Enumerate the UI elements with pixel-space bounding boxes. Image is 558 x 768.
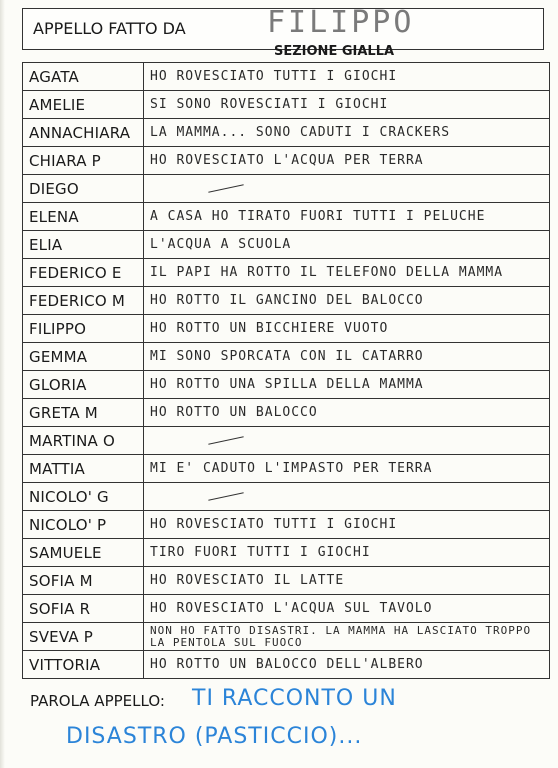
student-answer [144, 427, 550, 455]
table-row [23, 539, 550, 567]
student-name: GEMMA [23, 343, 144, 371]
table-row [23, 203, 550, 231]
table-row [23, 119, 550, 147]
table-row [23, 315, 550, 343]
absent-dash-mark [208, 184, 243, 192]
header-name: FILIPPO [267, 5, 415, 40]
student-answer: SI SONO ROVESCIATI I GIOCHI [144, 91, 550, 119]
student-answer: HO ROTTO UN BICCHIERE VUOTO [144, 315, 550, 343]
table-row [23, 175, 550, 203]
table-row [23, 483, 550, 511]
footer-label: PAROLA APPELLO: [30, 692, 165, 710]
student-answer: L'ACQUA A SCUOLA [144, 231, 550, 259]
student-answer: HO ROTTO UNA SPILLA DELLA MAMMA [144, 371, 550, 399]
table-row [23, 427, 550, 455]
student-name: AGATA [23, 63, 144, 91]
absent-dash-mark [208, 436, 243, 444]
table-row [23, 343, 550, 371]
student-name: ELIA [23, 231, 144, 259]
table-row [23, 63, 550, 91]
student-answer: NON HO FATTO DISASTRI. LA MAMMA HA LASCIATO TROPPO LA PENTOLA SUL FUOCO [144, 623, 550, 651]
student-answer: HO ROTTO UN BALOCCO DELL'ALBERO [144, 651, 550, 679]
student-answer [144, 483, 550, 511]
student-name: FILIPPO [23, 315, 144, 343]
footer-phrase-line1: TI RACCONTO UN [192, 686, 397, 711]
student-answer: HO ROVESCIATO L'ACQUA PER TERRA [144, 147, 550, 175]
student-name: FEDERICO E [23, 259, 144, 287]
student-name: ANNACHIARA [23, 119, 144, 147]
student-answer: MI E' CADUTO L'IMPASTO PER TERRA [144, 455, 550, 483]
header-label: APPELLO FATTO DA [33, 19, 186, 38]
table-row [23, 511, 550, 539]
student-name: NICOLO' P [23, 511, 144, 539]
table-row [23, 147, 550, 175]
table-row [23, 595, 550, 623]
table-row [23, 567, 550, 595]
table-row [23, 455, 550, 483]
student-name: NICOLO' G [23, 483, 144, 511]
student-name: ELENA [23, 203, 144, 231]
student-name: SOFIA M [23, 567, 144, 595]
student-answer: HO ROTTO UN BALOCCO [144, 399, 550, 427]
student-name: SOFIA R [23, 595, 144, 623]
absent-dash-mark [208, 492, 243, 500]
student-name: FEDERICO M [23, 287, 144, 315]
table-row [23, 623, 550, 651]
student-answer: MI SONO SPORCATA CON IL CATARRO [144, 343, 550, 371]
section-title: SEZIONE GIALLA [274, 44, 395, 59]
student-name: SAMUELE [23, 539, 144, 567]
student-answer: HO ROTTO IL GANCINO DEL BALOCCO [144, 287, 550, 315]
student-answer: LA MAMMA... SONO CADUTI I CRACKERS [144, 119, 550, 147]
page-edge-shadow [0, 0, 5, 768]
table-row [23, 651, 550, 679]
table-row [23, 91, 550, 119]
student-answer: TIRO FUORI TUTTI I GIOCHI [144, 539, 550, 567]
student-answer: IL PAPI HA ROTTO IL TELEFONO DELLA MAMMA [144, 259, 550, 287]
table-row [23, 259, 550, 287]
student-name: SVEVA P [23, 623, 144, 651]
roll-call-body [23, 63, 550, 679]
student-name: DIEGO [23, 175, 144, 203]
footer-phrase-line2: DISASTRO (PASTICCIO)... [66, 724, 363, 749]
student-answer: A CASA HO TIRATO FUORI TUTTI I PELUCHE [144, 203, 550, 231]
student-answer: HO ROVESCIATO L'ACQUA SUL TAVOLO [144, 595, 550, 623]
table-row [23, 371, 550, 399]
student-name: CHIARA P [23, 147, 144, 175]
student-name: VITTORIA [23, 651, 144, 679]
table-row [23, 287, 550, 315]
student-answer: HO ROVESCIATO TUTTI I GIOCHI [144, 63, 550, 91]
roll-call-table [22, 62, 550, 679]
student-name: MATTIA [23, 455, 144, 483]
student-name: MARTINA O [23, 427, 144, 455]
student-answer: HO ROVESCIATO IL LATTE [144, 567, 550, 595]
table-row [23, 231, 550, 259]
student-name: GRETA M [23, 399, 144, 427]
table-row [23, 399, 550, 427]
student-answer: HO ROVESCIATO TUTTI I GIOCHI [144, 511, 550, 539]
student-answer [144, 175, 550, 203]
student-name: AMELIE [23, 91, 144, 119]
student-name: GLORIA [23, 371, 144, 399]
